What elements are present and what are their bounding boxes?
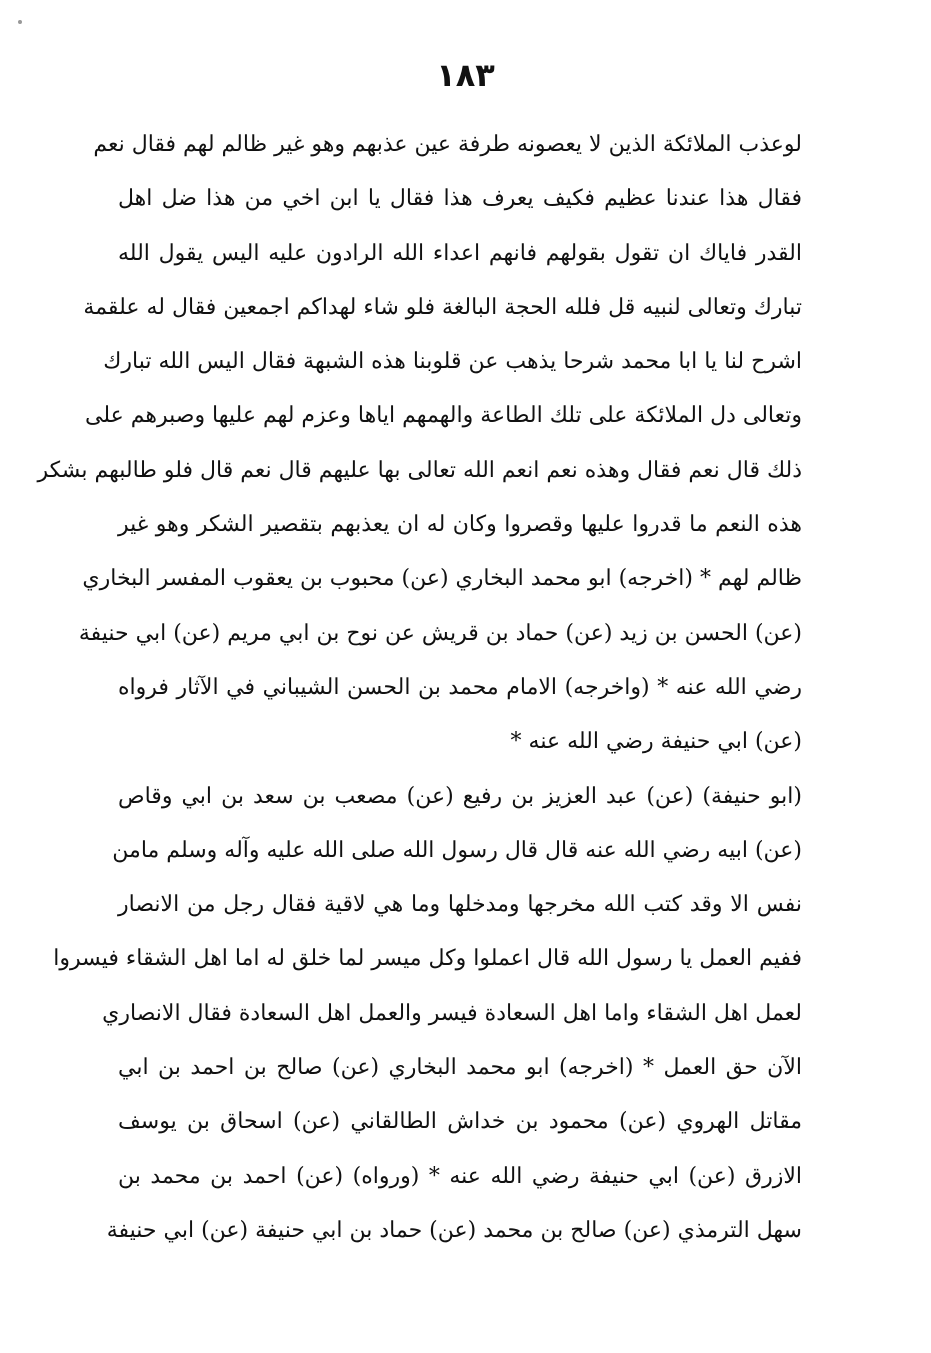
page-speck bbox=[18, 20, 22, 24]
text-line: (عن) ابي حنيفة رضي الله عنه * bbox=[510, 729, 802, 755]
page-number: ١٨٣ bbox=[436, 56, 495, 94]
text-line: رضي الله عنه * (واخرجه) الامام محمد بن الحسن الشيباني في الآثار فرواه bbox=[118, 674, 802, 700]
text-line: نفس الا وقد كتب الله مخرجها ومدخلها وما هي لاقية فقال رجل من الانصار bbox=[118, 892, 802, 918]
text-line: الازرق (عن) ابي حنيفة رضي الله عنه * (ورواه) (عن) احمد بن محمد بن bbox=[118, 1163, 802, 1189]
text-line: ظالم لهم * (اخرجه) ابو محمد البخاري (عن) محبوب بن يعقوب المفسر البخاري bbox=[82, 566, 802, 592]
text-line: (عن) ابيه رضي الله عنه قال قال رسول الله صلى الله عليه وآله وسلم مامن bbox=[112, 837, 802, 863]
text-line: (عن) الحسن بن زيد (عن) حماد بن قريش عن نوح بن ابي مريم (عن) ابي حنيفة bbox=[78, 620, 802, 646]
text-line: سهل الترمذي (عن) صالح بن محمد (عن) حماد بن ابي حنيفة (عن) ابي حنيفة bbox=[106, 1217, 802, 1243]
text-line: هذه النعم ما قدروا عليها وقصروا وكان له ان يعذبهم بتقصير الشكر وهو غير bbox=[118, 512, 802, 538]
text-line: (ابو حنيفة) (عن) عبد العزيز بن رفيع (عن) مصعب بن سعد بن ابي وقاص bbox=[118, 783, 802, 809]
text-line: لعمل اهل الشقاء واما اهل السعادة فيسر والعمل اهل السعادة فقال الانصاري bbox=[102, 1000, 802, 1026]
text-line: تبارك وتعالى لنبيه قل فلله الحجة البالغة فلو شاء لهداكم اجمعين فقال له علقمة bbox=[83, 294, 802, 320]
text-line: لوعذب الملائكة الذين لا يعصونه طرفة عين عذبهم وهو غير ظالم لهم فقال نعم bbox=[93, 132, 802, 157]
text-line: ذلك قال نعم فقال وهذه نعم انعم الله تعالى بها عليهم قال نعم قال فلو طالبهم بشكر bbox=[37, 457, 802, 483]
text-line: ففيم العمل يا رسول الله قال اعملوا وكل ميسر لما خلق له اما اهل الشقاء فيسروا bbox=[53, 946, 802, 972]
text-line: القدر فاياك ان تقول بقولهم فانهم اعداء الله الرادون عليه اليس يقول الله bbox=[118, 240, 802, 266]
text-line: مقاتل الهروي (عن) محمود بن خداش الطالقاني (عن) اسحاق بن يوسف bbox=[118, 1109, 802, 1135]
text-line: فقال هذا عندنا عظيم فكيف يعرف هذا فقال يا ابن اخي من هذا ضل اهل bbox=[118, 186, 802, 212]
text-line: وتعالى دل الملائكة على تلك الطاعة والهمهم اياها وعزم لهم عليها وصبرهم على bbox=[85, 403, 802, 429]
page-body-text bbox=[37, 118, 802, 1258]
text-line: الآن حق العمل * (اخرجه) ابو محمد البخاري (عن) صالح بن احمد بن ابي bbox=[118, 1055, 802, 1081]
text-line: اشرح لنا يا ابا محمد شرحا يذهب عن قلوبنا هذه الشبهة فقال اليس الله تبارك bbox=[103, 349, 802, 375]
